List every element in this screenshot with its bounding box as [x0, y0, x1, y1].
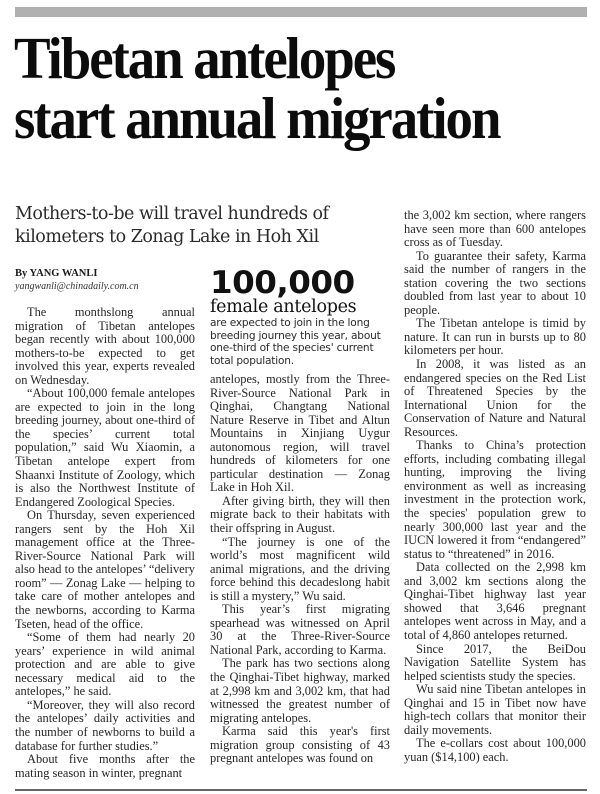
headline-line-2: start annual migration: [14, 85, 500, 151]
paragraph: antelopes, mostly from the Three-River-Source National Park in Qinghai, Changtang National Nature Reserve in Tibet and Altun Mountains in Xinjiang Uygur autonomous region, will travel hundreds of kilometers for one particular destination — Zonag Lake in Hoh Xil.: [210, 372, 390, 495]
paragraph: “The journey is one of the world’s most magnificent wild animal migrations, and the driving force behind this decadeslong habit is still a mystery,” Wu said.: [210, 534, 390, 603]
paragraph: The park has two sections along the Qinghai-Tibet highway, marked at 2,998 km and 3,002 km, that had witnessed the greatest number of migrating antelopes.: [210, 656, 390, 725]
paragraph: Karma said this year's first migration group consisting of 43 pregnant antelopes was found on: [210, 724, 390, 766]
paragraph: The Tibetan antelope is timid by nature. It can run in bursts up to 80 kilometers per hour.: [404, 316, 586, 358]
top-rule-bar: [15, 7, 587, 17]
paragraph: “Moreover, they will also record the antelopes’ daily activities and the number of newborns to build a database for further studies.”: [15, 697, 195, 753]
paragraph: Wu said nine Tibetan antelopes in Qinghai and 15 in Tibet now have high-tech collars that monitor their daily movements.: [404, 682, 586, 737]
headline-line-1: Tibetan antelopes: [14, 25, 395, 91]
paragraph: Data collected on the 2,998 km and 3,002 km sections along the Qinghai-Tibet highway last year showed that 3,646 pregnant antelopes went across in May, and a total of 4,860 antelopes returned.: [404, 560, 586, 642]
paragraph: On Thursday, seven experienced rangers sent by the Hoh Xil management office at the Three-River-Source National Park will also head to the antelopes’ “delivery room” — Zonag Lake — helping to take care of mother antelopes and the newborns, according to Karma Tseten, head of the office.: [15, 508, 195, 631]
paragraph: The monthslong annual migration of Tibetan antelopes began recently with about 100,000 mothers-to-be expected to get involved this year, experts revealed on Wednesday.: [15, 305, 195, 387]
paragraph: “About 100,000 female antelopes are expected to join in the long breeding journey, about one-third of the species’ current total population,” said Wu Xiaomin, a Tibetan antelope expert from Shaanxi Institute of Zoology, which is also the Northwest Institute of Endangered Zoological Species.: [15, 386, 195, 509]
paragraph: The e-collars cost about 100,000 yuan ($14,100) each.: [404, 736, 586, 764]
bottom-rule: [15, 789, 587, 791]
paragraph: Thanks to China’s protection efforts, including combating illegal hunting, improving the living environment as well as increasing investment in the protection work, the species' population grew to nearly 300,000 last year and the IUCN lowered it from “endangered” status to “threatened” in 2016.: [404, 438, 586, 561]
pull-quote-text: are expected to join in the long breeding journey this year, about one-third of the species' current total population.: [210, 317, 381, 367]
subheadline-line-2: kilometers to Zonag Lake in Hoh Xil: [15, 227, 319, 247]
paragraph: After giving birth, they will then migrate back to their habitats with their offspring in August.: [210, 493, 390, 536]
paragraph: “Some of them had nearly 20 years’ experience in wild animal protection and are able to give necessary medical aid to the antelopes,” he said.: [15, 630, 195, 699]
article-column-2: [210, 373, 390, 766]
paragraph: To guarantee their safety, Karma said the number of rangers in the station covering the two sections doubled from last year to about 10 people.: [404, 248, 586, 317]
paragraph: Since 2017, the BeiDou Navigation Satellite System has helped scientists study the species.: [404, 641, 586, 683]
subheadline-line-1: Mothers-to-be will travel hundreds of: [15, 204, 329, 224]
paragraph: In 2008, it was listed as an endangered species on the Red List of Threatened Species by the International Union for the Conservation of Nature and Natural Resources.: [404, 357, 586, 439]
author-name: By YANG WANLI: [15, 268, 98, 279]
subheadline: [15, 203, 395, 249]
byline: [15, 267, 205, 293]
article-column-1: [15, 306, 195, 780]
paragraph: the 3,002 km section, where rangers have seen more than 600 antelopes cross as of Tuesday.: [404, 208, 586, 250]
paragraph: About five months after the mating season in winter, pregnant: [15, 752, 195, 780]
pull-quote-number: 100,000: [210, 265, 355, 301]
pull-quote-label: female antelopes: [210, 297, 357, 317]
author-email: yangwanli@chinadaily.com.cn: [15, 281, 139, 292]
pull-quote: [210, 265, 395, 367]
headline: [14, 25, 553, 151]
article-column-3: [404, 209, 586, 764]
paragraph: This year’s first migrating spearhead was witnessed on April 30 at the Three-River-Source National Park, according to Karma.: [210, 602, 390, 657]
